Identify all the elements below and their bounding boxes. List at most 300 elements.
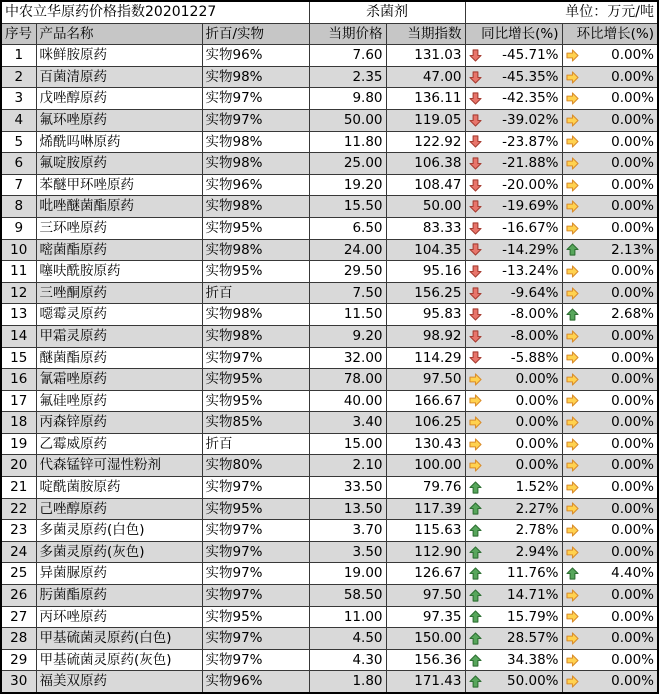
yoy-growth-value: -16.67% [502,219,559,236]
up-arrow-icon [469,610,482,623]
mom-growth-content [566,283,655,304]
table-row [1,390,658,412]
yoy-growth-value: -9.64% [510,284,559,301]
yoy-growth-content [469,153,559,174]
right-arrow-icon [469,459,482,472]
product-name: 噁霉灵原药 [36,304,202,326]
yoy-growth [465,196,562,218]
yoy-growth-value: 1.52% [515,479,559,496]
current-price: 7.60 [309,45,386,67]
product-name: 醚菌酯原药 [36,347,202,369]
down-arrow-icon [469,157,482,170]
mom-growth [562,217,658,239]
mom-growth-value: 0.00% [611,522,654,539]
yoy-growth-content [469,391,559,412]
right-arrow-icon [566,135,579,148]
spec: 实物97% [202,541,309,563]
mom-growth [562,282,658,304]
mom-growth-content [566,88,655,109]
product-name: 三唑酮原药 [36,282,202,304]
table-row [1,217,658,239]
yoy-growth [465,455,562,477]
mom-growth-content [566,671,655,692]
row-number: 24 [1,541,36,563]
current-price: 33.50 [309,477,386,499]
product-name: 甲基硫菌灵原药(白色) [36,628,202,650]
mom-growth-value: 0.00% [611,111,654,128]
mom-growth-content [566,326,655,347]
mom-growth-content [566,110,655,131]
current-index: 50.00 [386,196,465,218]
row-number: 10 [1,239,36,261]
down-arrow-icon [469,179,482,192]
yoy-growth-content [469,434,559,455]
product-name: 苯醚甲环唑原药 [36,174,202,196]
table-row [1,109,658,131]
mom-growth-value: 0.00% [611,608,654,625]
mom-growth-content [566,650,655,671]
yoy-growth [465,153,562,175]
mom-growth [562,628,658,650]
mom-growth-content [566,67,655,88]
spec: 实物98% [202,304,309,326]
yoy-growth-content [469,412,559,433]
table-row [1,174,658,196]
table-row [1,282,658,304]
yoy-growth-content [469,261,559,282]
down-arrow-icon [469,287,482,300]
current-price: 2.35 [309,66,386,88]
mom-growth [562,196,658,218]
yoy-growth-value: -21.88% [502,155,559,172]
yoy-growth [465,282,562,304]
current-index: 119.05 [386,109,465,131]
current-price: 11.80 [309,131,386,153]
product-name: 氟环唑原药 [36,109,202,131]
product-name: 代森锰锌可湿性粉剂 [36,455,202,477]
mom-growth [562,153,658,175]
mom-growth-value: 0.00% [611,327,654,344]
mom-growth-content [566,628,655,649]
current-price: 3.70 [309,520,386,542]
mom-growth-value: 0.00% [611,435,654,452]
yoy-growth-value: -23.87% [502,133,559,150]
yoy-growth [465,585,562,607]
row-number: 2 [1,66,36,88]
current-index: 136.11 [386,88,465,110]
yoy-growth-content [469,196,559,217]
current-price: 4.30 [309,649,386,671]
spec: 实物97% [202,88,309,110]
mom-growth-value: 0.00% [611,198,654,215]
current-index: 115.63 [386,520,465,542]
up-arrow-icon [469,675,482,688]
right-arrow-icon [566,610,579,623]
mom-growth-content [566,563,655,584]
current-price: 11.00 [309,606,386,628]
table-row [1,45,658,67]
mom-growth-content [566,542,655,563]
mom-growth-content [566,585,655,606]
table-row [1,477,658,499]
mom-growth [562,88,658,110]
row-number: 4 [1,109,36,131]
current-index: 104.35 [386,239,465,261]
right-arrow-icon [469,373,482,386]
right-arrow-icon [469,394,482,407]
table-row [1,347,658,369]
mom-growth [562,109,658,131]
yoy-growth-content [469,671,559,692]
right-arrow-icon [566,459,579,472]
mom-growth-value: 0.00% [611,371,654,388]
current-price: 4.50 [309,628,386,650]
right-arrow-icon [566,92,579,105]
product-name: 己唑醇原药 [36,498,202,520]
mom-growth [562,649,658,671]
down-arrow-icon [469,92,482,105]
product-name: 甲霜灵原药 [36,325,202,347]
current-index: 122.92 [386,131,465,153]
mom-growth-content [566,196,655,217]
yoy-growth-value: 0.00% [515,414,559,431]
up-arrow-icon [566,567,579,580]
mom-growth [562,347,658,369]
right-arrow-icon [566,179,579,192]
mom-growth-content [566,607,655,628]
down-arrow-icon [469,265,482,278]
yoy-growth-content [469,110,559,131]
spec: 实物98% [202,325,309,347]
mom-growth-value: 0.00% [611,414,654,431]
right-arrow-icon [566,265,579,278]
row-number: 25 [1,563,36,585]
yoy-growth-content [469,45,559,66]
spec: 实物98% [202,66,309,88]
column-header-row [1,23,658,45]
mom-growth-value: 0.00% [611,68,654,85]
current-index: 79.76 [386,477,465,499]
yoy-growth [465,261,562,283]
mom-growth-value: 0.00% [611,673,654,690]
down-arrow-icon [469,308,482,321]
yoy-growth-content [469,240,559,261]
yoy-growth-value: -45.35% [502,68,559,85]
mom-growth-value: 2.68% [611,306,654,323]
right-arrow-icon [566,654,579,667]
current-index: 114.29 [386,347,465,369]
row-number: 5 [1,131,36,153]
row-number: 8 [1,196,36,218]
right-arrow-icon [566,351,579,364]
yoy-growth [465,217,562,239]
yoy-growth [465,606,562,628]
yoy-growth-content [469,628,559,649]
mom-growth-value: 0.00% [611,630,654,647]
product-name: 戊唑醇原药 [36,88,202,110]
yoy-growth-content [469,650,559,671]
spec: 实物80% [202,455,309,477]
mom-growth-content [566,153,655,174]
table-row [1,563,658,585]
table-row [1,498,658,520]
mom-growth-value: 0.00% [611,90,654,107]
yoy-growth [465,88,562,110]
mom-growth-content [566,45,655,66]
current-index: 117.39 [386,498,465,520]
mom-growth [562,477,658,499]
right-arrow-icon [566,373,579,386]
row-number: 20 [1,455,36,477]
mom-growth-content [566,369,655,390]
row-number: 14 [1,325,36,347]
table-row [1,66,658,88]
current-price: 7.50 [309,282,386,304]
yoy-growth-value: 0.00% [515,371,559,388]
row-number: 17 [1,390,36,412]
row-number: 7 [1,174,36,196]
current-price: 29.50 [309,261,386,283]
product-name: 吡唑醚菌酯原药 [36,196,202,218]
current-index: 97.50 [386,369,465,391]
spec: 折百 [202,282,309,304]
current-price: 1.80 [309,671,386,693]
current-index: 106.25 [386,412,465,434]
up-arrow-icon [469,502,482,515]
product-name: 噻呋酰胺原药 [36,261,202,283]
mom-growth [562,239,658,261]
yoy-growth-value: 15.79% [507,608,559,625]
mom-growth-content [566,412,655,433]
row-number: 6 [1,153,36,175]
spec: 实物96% [202,671,309,693]
spec: 实物96% [202,174,309,196]
mom-growth [562,606,658,628]
mom-growth [562,671,658,693]
row-number: 27 [1,606,36,628]
row-number: 15 [1,347,36,369]
up-arrow-icon [469,546,482,559]
table-row [1,304,658,326]
yoy-growth-value: -5.88% [510,349,559,366]
yoy-growth [465,477,562,499]
spec: 实物97% [202,563,309,585]
yoy-growth [465,563,562,585]
yoy-growth-content [469,499,559,520]
yoy-growth-content [469,132,559,153]
mom-growth-content [566,520,655,541]
table-row [1,541,658,563]
right-arrow-icon [566,675,579,688]
yoy-growth-content [469,88,559,109]
col-header-index: 当期指数 [386,23,465,45]
table-row [1,520,658,542]
current-price: 40.00 [309,390,386,412]
row-number: 26 [1,585,36,607]
mom-growth [562,261,658,283]
down-arrow-icon [469,135,482,148]
right-arrow-icon [566,481,579,494]
yoy-growth [465,671,562,693]
mom-growth-content [566,455,655,476]
mom-growth-value: 2.13% [611,241,654,258]
current-index: 156.25 [386,282,465,304]
spec: 实物96% [202,45,309,67]
mom-growth [562,520,658,542]
product-name: 丙森锌原药 [36,412,202,434]
mom-growth-value: 0.00% [611,543,654,560]
table-body [1,45,658,693]
mom-growth-content [566,218,655,239]
mom-growth [562,412,658,434]
right-arrow-icon [566,394,579,407]
current-price: 9.20 [309,325,386,347]
yoy-growth [465,109,562,131]
mom-growth-content [566,261,655,282]
product-name: 丙环唑原药 [36,606,202,628]
product-name: 异菌脲原药 [36,563,202,585]
current-price: 19.00 [309,563,386,585]
table-row [1,628,658,650]
current-index: 95.83 [386,304,465,326]
spec: 实物97% [202,520,309,542]
right-arrow-icon [566,632,579,645]
product-name: 啶酰菌胺原药 [36,477,202,499]
row-number: 9 [1,217,36,239]
spec: 实物95% [202,498,309,520]
yoy-growth-content [469,175,559,196]
right-arrow-icon [566,589,579,602]
yoy-growth [465,325,562,347]
yoy-growth-value: -39.02% [502,111,559,128]
mom-growth-value: 0.00% [611,155,654,172]
mom-growth-content [566,499,655,520]
right-arrow-icon [566,416,579,429]
up-arrow-icon [566,243,579,256]
yoy-growth-value: 0.00% [515,392,559,409]
current-index: 112.90 [386,541,465,563]
mom-growth [562,541,658,563]
row-number: 1 [1,45,36,67]
product-name: 氟啶胺原药 [36,153,202,175]
yoy-growth [465,131,562,153]
col-header-no: 序号 [1,23,36,45]
down-arrow-icon [469,351,482,364]
table-row [1,325,658,347]
up-arrow-icon [469,567,482,580]
yoy-growth-value: -14.29% [502,241,559,258]
table-row [1,88,658,110]
spec: 实物95% [202,261,309,283]
yoy-growth [465,520,562,542]
yoy-growth-value: 0.00% [515,435,559,452]
spec: 实物97% [202,347,309,369]
yoy-growth [465,541,562,563]
spec: 实物98% [202,196,309,218]
table-row [1,261,658,283]
row-number: 18 [1,412,36,434]
yoy-growth-value: 28.57% [507,630,559,647]
mom-growth-content [566,132,655,153]
table-row [1,153,658,175]
current-price: 3.50 [309,541,386,563]
current-price: 24.00 [309,239,386,261]
yoy-growth [465,628,562,650]
right-arrow-icon [566,49,579,62]
right-arrow-icon [566,287,579,300]
mom-growth [562,131,658,153]
current-index: 171.43 [386,671,465,693]
row-number: 22 [1,498,36,520]
mom-growth-value: 0.00% [611,284,654,301]
yoy-growth-content [469,218,559,239]
current-index: 150.00 [386,628,465,650]
product-name: 福美双原药 [36,671,202,693]
yoy-growth-content [469,326,559,347]
product-name: 百菌清原药 [36,66,202,88]
mom-growth [562,45,658,67]
unit-label: 单位：万元/吨 [465,1,658,23]
col-header-price: 当期价格 [309,23,386,45]
current-index: 97.35 [386,606,465,628]
product-name: 多菌灵原药(灰色) [36,541,202,563]
yoy-growth [465,66,562,88]
mom-growth-value: 4.40% [611,565,654,582]
yoy-growth-value: 34.38% [507,651,559,668]
spec: 实物95% [202,217,309,239]
yoy-growth-value: 2.27% [515,500,559,517]
down-arrow-icon [469,330,482,343]
table-row [1,649,658,671]
mom-growth-content [566,348,655,369]
yoy-growth [465,498,562,520]
row-number: 21 [1,477,36,499]
spec: 实物97% [202,109,309,131]
right-arrow-icon [566,114,579,127]
row-number: 12 [1,282,36,304]
down-arrow-icon [469,71,482,84]
spec: 实物95% [202,606,309,628]
right-arrow-icon [566,546,579,559]
up-arrow-icon [566,308,579,321]
mom-growth-content [566,240,655,261]
mom-growth-value: 0.00% [611,392,654,409]
right-arrow-icon [566,222,579,235]
current-price: 58.50 [309,585,386,607]
mom-growth-value: 0.00% [611,651,654,668]
down-arrow-icon [469,200,482,213]
row-number: 30 [1,671,36,693]
mom-growth [562,563,658,585]
product-name: 乙霉威原药 [36,433,202,455]
current-price: 3.40 [309,412,386,434]
mom-growth-value: 0.00% [611,587,654,604]
product-name: 嘧菌酯原药 [36,239,202,261]
mom-growth-content [566,391,655,412]
yoy-growth-value: 0.00% [515,457,559,474]
mom-growth-value: 0.00% [611,47,654,64]
current-index: 95.16 [386,261,465,283]
mom-growth-value: 0.00% [611,457,654,474]
mom-growth-value: 0.00% [611,176,654,193]
current-index: 83.33 [386,217,465,239]
row-number: 11 [1,261,36,283]
up-arrow-icon [469,589,482,602]
current-price: 78.00 [309,369,386,391]
up-arrow-icon [469,654,482,667]
mom-growth-value: 0.00% [611,349,654,366]
current-index: 100.00 [386,455,465,477]
